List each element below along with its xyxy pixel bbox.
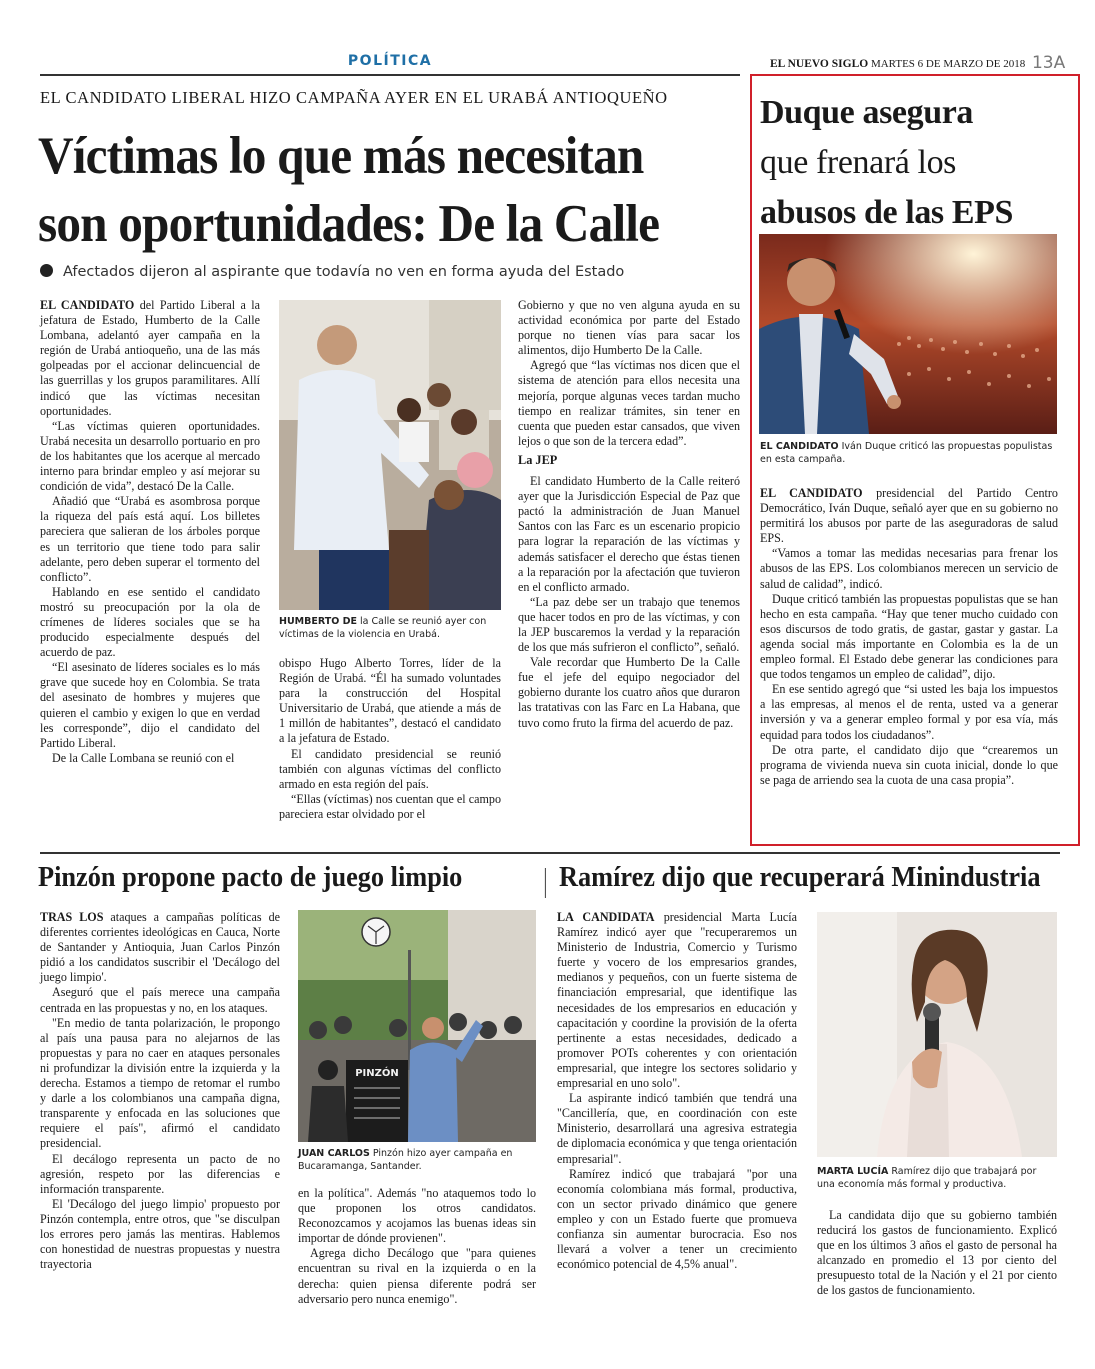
ramirez-headline: Ramírez dijo que recuperará Minindustria xyxy=(559,862,1041,893)
header-rule xyxy=(40,74,740,76)
paragraph: Gobierno y que no ven alguna ayuda en su actividad económica por parte del Estado porque no tienen vías para sacar los alimentos, dijo Humberto De la Calle. xyxy=(518,298,740,358)
article-deck xyxy=(40,264,740,280)
paragraph: La aspirante indicó también que tendrá una "Cancillería, que, en coordinación con este Ministerio, desarrollará una agresiva estrategia de diplomacia económica y que tenga orientación empresarial". xyxy=(557,1091,797,1166)
photo-caption: HUMBERTO DE la Calle se reunió ayer con víctimas de la violencia en Urabá. xyxy=(279,616,487,640)
bullet-icon xyxy=(40,264,53,277)
main-column-3 xyxy=(518,298,740,731)
paragraph: “El asesinato de líderes sociales es lo más grave que sucede hoy en Colombia. Se trata del asesinato de hombres y mujeres que quieren el cambio y exigen lo que en verdad les corresponde”, dijo el candidato del Partido Liberal. xyxy=(40,660,260,750)
masthead xyxy=(770,53,1066,73)
ramirez-column-2 xyxy=(817,1208,1057,1299)
photo-ramirez xyxy=(817,912,1057,1157)
article-headline: Víctimas lo que más necesitan son oportunidades: De la Calle xyxy=(38,127,660,253)
pinzon-headline: Pinzón propone pacto de juego limpio xyxy=(38,862,463,893)
duque-headline: Duque asegura que frenará los abusos de las EPS xyxy=(760,94,1014,231)
newspaper-name: EL NUEVO SIGLO xyxy=(770,58,869,70)
paragraph: Agrega dicho Decálogo que "para quienes encuentran su rival en la izquierda o en la derecha: quien piensa diferente podrá ser adversario pero nunca enemigo". xyxy=(298,1246,536,1306)
duque-column xyxy=(760,486,1058,788)
paragraph: El candidato Humberto de la Calle reiteró ayer que la Jurisdicción Especial de Paz que pactó la administración de Juan Manuel Santos con las Farc es un escenario propicio para lograr la reparación de las víctimas y además satisfacer el derecho que éstas tienen a la reparación por la afectación que tuvieron en el conflicto armado. xyxy=(518,474,740,594)
photo-caption: JUAN CARLOS Pinzón hizo ayer campaña en Bucaramanga, Santander. xyxy=(298,1148,513,1172)
paragraph: LA CANDIDATA presidencial Marta Lucía Ramírez indicó ayer que "recuperaremos un Ministerio de Industria, Comercio y Turismo fuerte y vocero de los empresarios grandes, medianos y pequeños, con un fuerte sistema de financiación empresarial, que identifique las necesidades de los empresarios en educación y capacitación y coordine la provisión de la oferta pertinente a estas necesidades, dedicado a promover POTs coherentes y con orientación empresarial, que integre los sectores solidario y empresarial en uno solo". xyxy=(557,910,797,1091)
column-divider xyxy=(545,868,546,898)
paragraph: TRAS LOS ataques a campañas políticas de diferentes corrientes ideológicas en Cauca, Norte de Santander y Antioquia, Juan Carlos Pinzón pidió a los candidatos suscribir el 'Decálogo del juego limpio'. xyxy=(40,910,280,985)
paragraph: EL CANDIDATO del Partido Liberal a la jefatura de Estado, Humberto de la Calle Lombana, adelantó ayer campaña en la región de Urabá antioqueño, una de las más golpeadas por el accionar delincuencial de las guerrillas y los grupos paramilitares. Allí indicó que las víctimas necesitan oportunidades. xyxy=(40,298,260,418)
photo-de-la-calle xyxy=(279,300,501,610)
photo-de-la-calle-image xyxy=(279,300,501,610)
paragraph: "En medio de tanta polarización, le propongo al país una pausa para no alejarnos de las propuestas y para no caer en ataques personales ni profundizar la división entre la izquierda y la derecha. Estamos a tiempo de retomar el rumbo y darle a los colombianos una campaña digna, transparente y enfocada en las soluciones que requiere el país", afirmó el candidato presidencial. xyxy=(40,1015,280,1151)
main-column-1 xyxy=(40,298,260,766)
paragraph: Aseguró que el país merece una campaña centrada en las propuestas y no, en los ataques. xyxy=(40,985,280,1015)
paragraph: En ese sentido agregó que “si usted les baja los impuestos a las empresas, al menos el de renta, usted va a generar inversión y va a generar empleo formal y por esa vía, más equidad para todos los ciudadanos”. xyxy=(760,682,1058,742)
photo-duque xyxy=(759,234,1057,434)
paragraph: De otra parte, el candidato dijo que “crearemos un programa de vivienda nueva sin cuota inicial, donde lo que se paga de arriendo sea la cuota de una casa propia”. xyxy=(760,742,1058,787)
paragraph: De la Calle Lombana se reunió con el xyxy=(52,750,235,765)
photo-pinzon xyxy=(298,910,536,1142)
section-name: POLÍTICA xyxy=(347,53,433,69)
photo-caption: MARTA LUCÍA Ramírez dijo que trabajará por una economía más formal y productiva. xyxy=(817,1166,1037,1190)
paragraph: en la política". Además "no ataquemos todo lo que proponen los otros candidatos. Reconozcamos y acojamos las buenas ideas sin importar de dónde provienen". xyxy=(298,1186,536,1246)
photo-pinzon-image xyxy=(298,910,536,1142)
paragraph: La candidata dijo que su gobierno también reducirá los gastos de funcionamiento. Explicó que en los últimos 3 años el gasto de personal ha alcanzado en promedio el 13 por ciento del presupuesto total de la Nación y el 21 por ciento de los gastos de funcionamiento. xyxy=(817,1208,1057,1298)
ramirez-column-1 xyxy=(557,910,797,1272)
main-column-2 xyxy=(279,656,501,822)
paragraph: Agregó que “las víctimas nos dicen que el sistema de atención para ellos necesita una mejoría, porque algunas veces tardan mucho tiempo en realizar trámites, sin tener en cuenta que pueden estar cansados, que viven lejos o que son de la tercera edad”. xyxy=(518,358,740,448)
article-kicker: EL CANDIDATO LIBERAL HIZO CAMPAÑA AYER EN EL URABÁ ANTIOQUEÑO xyxy=(40,88,668,107)
issue-date: MARTES 6 DE MARZO DE 2018 xyxy=(870,58,1026,70)
campaign-sign-text: PINZÓN xyxy=(355,1068,399,1079)
paragraph: Ramírez indicó que trabajará "por una economía colombiana más formal, productiva, con un sector privado dinámico que genere empleo y con un Estado fuerte que promueva confianza sin aumentar burocracia. Eso nos llevará a volver a tener un crecimiento económico potencial de 4,5% anual". xyxy=(557,1166,797,1272)
paragraph: Hablando en ese sentido el candidato mostró su preocupación por la ola de crímenes de líderes sociales que se ha producido especialmente después del acuerdo de paz. xyxy=(40,584,260,660)
paragraph: El candidato presidencial se reunió también con algunas víctimas del conflicto armado en esta región del país. xyxy=(279,746,501,791)
paragraph: Vale recordar que Humberto De la Calle fue el jefe del equipo negociador del gobierno durante los cuatro años que duraron las tratativas con las Farc en La Habana, que tuvo como fruto la firma del acuerdo de paz. xyxy=(518,655,740,730)
subheading: La JEP xyxy=(518,452,558,467)
paragraph: EL CANDIDATO presidencial del Partido Centro Democrático, Iván Duque, señaló ayer que en su gobierno no permitirá los abusos por parte de las aseguradoras de salud EPS. xyxy=(760,486,1058,546)
paragraph: obispo Hugo Alberto Torres, líder de la Región de Urabá. “Él ha sumado voluntades para la construcción del Hospital Universitario de Urabá, que atiende a más de 1 millón de habitantes”, destacó el candidato a la jefatura de Estado. xyxy=(279,656,501,746)
paragraph: El 'Decálogo del juego limpio' propuesto por Pinzón contempla, entre otros, que "se disculpan los errores pero jamás las mentiras. Hablemos con honestidad de nuestras propuestas y nuestra trayectoria xyxy=(40,1196,280,1272)
section-divider xyxy=(40,852,1060,854)
photo-duque-image xyxy=(759,234,1057,434)
paragraph: “La paz debe ser un trabajo que tenemos que hacer todos en pro de las víctimas, y con la JEP buscaremos la verdad y la reparación de los que más sufrieron el conflicto”, señaló. xyxy=(518,594,740,655)
paragraph: Añadió que “Urabá es asombrosa porque la riqueza del país está aquí. Los billetes pareciera que salieran de los árboles porque es un territorio que tiene todo para salir adelante, pero deben superar el tormento del conflicto”. xyxy=(40,494,260,584)
paragraph: “Ellas (víctimas) nos cuentan que el campo pareciera estar olvidado por el xyxy=(279,791,501,821)
photo-caption: EL CANDIDATO Iván Duque criticó las propuestas populistas en esta campaña. xyxy=(760,441,1053,465)
paragraph: “Las víctimas quieren oportunidades. Urabá necesita un desarrollo portuario en pro de los habitantes que los acerque al mercado interno para brindar empleo y así mejorar su condición de vida”, destacó De la Calle. xyxy=(40,418,260,494)
page-number: 13A xyxy=(1031,53,1066,73)
paragraph: El decálogo representa un pacto de no agresión, respeto por las diferencias e información transparente. xyxy=(40,1151,280,1196)
paragraph: “Vamos a tomar las medidas necesarias para frenar los abusos de las EPS. Los colombianos merecen un servicio de salud de calidad”, indicó. xyxy=(760,546,1058,591)
paragraph: Duque criticó también las propuestas populistas que se han hecho en esta campaña. “Hay que tener mucho cuidado con esos discursos de todo gratis, de gastar, gastar y gastar. La agenda social más importante en Colombia es la de un empleo formal. El Estado debe generar las condiciones para que todos tengamos un empleo de calidad”, dijo. xyxy=(760,591,1058,682)
pinzon-column-2 xyxy=(298,1186,536,1307)
pinzon-column-1 xyxy=(40,910,280,1272)
photo-ramirez-image xyxy=(817,912,1057,1157)
deck-text: Afectados dijeron al aspirante que todavía no ven en forma ayuda del Estado xyxy=(63,264,625,280)
